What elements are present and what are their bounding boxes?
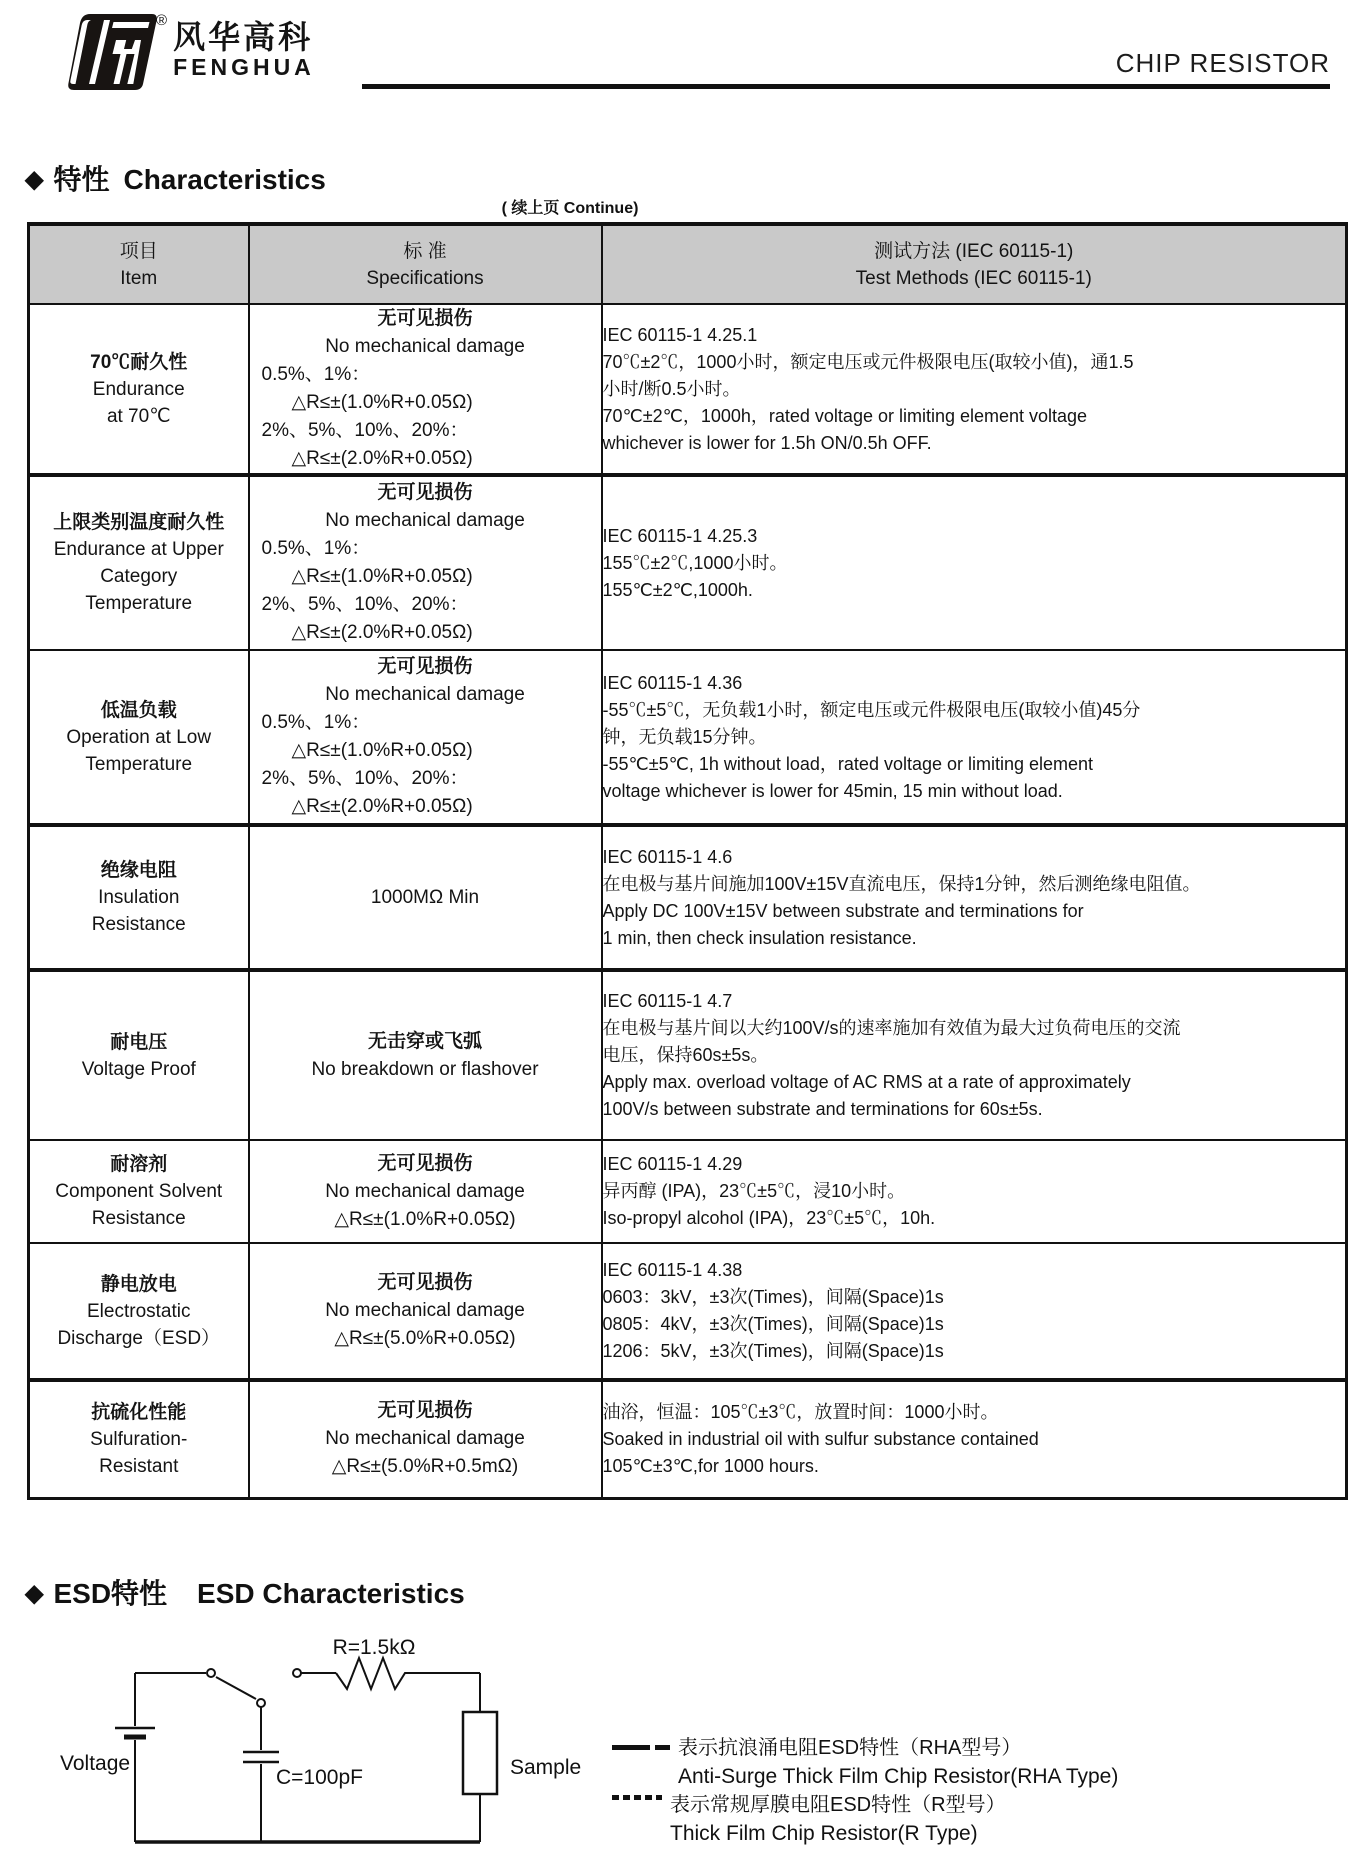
column-header: 标 准 Specifications <box>249 224 602 304</box>
test-method-cell: 油浴，恒温：105℃±3℃，放置时间：1000小时。 Soaked in industrial oil with sulfur substance contained 105℃±3℃,for 1000 hours. <box>602 1380 1347 1498</box>
item-cell: 耐电压 Voltage Proof <box>29 970 249 1140</box>
table-header <box>29 224 1347 304</box>
document-title: CHIP RESISTOR <box>1115 48 1330 78</box>
test-method-cell: IEC 60115-1 4.38 0603：3kV，±3次(Times)，间隔(Space)1s 0805：4kV，±3次(Times)，间隔(Space)1s 1206：5kV，±3次(Times)，间隔(Space)1s <box>602 1243 1347 1380</box>
table-row <box>29 1140 1347 1243</box>
table-row <box>29 475 1347 650</box>
legend-r-en: Thick Film Chip Resistor(R Type) <box>670 1822 978 1845</box>
capacitor-icon <box>243 1707 279 1842</box>
fenghua-logo-icon <box>60 14 164 90</box>
characteristics-table <box>27 222 1348 1500</box>
header-divider <box>362 84 1330 89</box>
test-method-cell: IEC 60115-1 4.7 在电极与基片间以大约100V/s的速率施加有效值为最大过负荷电压的交流 电压，保持60s±5s。 Apply max. overload voltage of AC RMS at a rate of approximately 100V/s between substrate and terminations for 60s±5s. <box>602 970 1347 1140</box>
spec-cell: 无可见损伤 No mechanical damage △R≤±(5.0%R+0.5mΩ) <box>249 1380 602 1498</box>
item-cell: 绝缘电阻 Insulation Resistance <box>29 825 249 970</box>
sample-label: Sample <box>510 1756 582 1779</box>
column-header: 测试方法 (IEC 60115-1) Test Methods (IEC 60115-1) <box>602 224 1347 304</box>
legend-entry-rha <box>612 1734 1362 1791</box>
brand-name-cn: 风华高科 <box>173 19 314 55</box>
resistor-icon <box>301 1658 480 1689</box>
test-method-cell: IEC 60115-1 4.25.1 70℃±2℃，1000小时，额定电压或元件极限电压(取较小值)，通1.5 小时/断0.5小时。 70℃±2℃，1000h，rated voltage or limiting element voltage whichever is lower for 1.5h ON/0.5h OFF. <box>602 304 1347 475</box>
item-cell: 耐溶剂 Component Solvent Resistance <box>29 1140 249 1243</box>
capacitor-value-label: C=100pF <box>276 1766 363 1789</box>
voltage-source-label: Voltage <box>60 1752 131 1775</box>
legend-rha-en: Anti-Surge Thick Film Chip Resistor(RHA Type) <box>678 1765 1119 1788</box>
circuit-schematic-icon <box>60 1626 680 1861</box>
legend-rha-cn: 表示抗浪涌电阻ESD特性（RHA型号） <box>678 1737 1022 1759</box>
characteristics-section-title <box>25 158 326 198</box>
table-body <box>29 304 1347 1498</box>
table-row <box>29 304 1347 475</box>
registered-mark: ® <box>156 12 168 29</box>
esd-test-circuit-diagram <box>60 1626 680 1861</box>
resistor-value-label: R=1.5kΩ <box>332 1636 416 1659</box>
section1-title-en: Characteristics <box>123 164 326 195</box>
test-method-cell: IEC 60115-1 4.25.3 155℃±2℃,1000小时。 155℃±2℃,1000h. <box>602 475 1347 650</box>
switch-icon <box>135 1669 301 1707</box>
fenghua-logo <box>60 14 315 90</box>
spec-cell: 无可见损伤 No mechanical damage △R≤±(1.0%R+0.05Ω) <box>249 1140 602 1243</box>
spec-cell: 1000MΩ Min <box>249 825 602 970</box>
legend-r-cn: 表示常规厚膜电阻ESD特性（R型号） <box>670 1794 1006 1816</box>
diamond-bullet-icon: ◆ <box>25 166 44 193</box>
dashed-line-icon <box>612 1795 662 1800</box>
spec-cell: 无可见损伤 No mechanical damage 0.5%、1%： △R≤±(1.0%R+0.05Ω) 2%、5%、10%、20%： △R≤±(2.0%R+0.05Ω) <box>249 650 602 825</box>
table-row <box>29 1243 1347 1380</box>
item-cell: 70℃耐久性 Endurance at 70℃ <box>29 304 249 475</box>
test-method-cell: IEC 60115-1 4.29 异丙醇 (IPA)，23℃±5℃，浸10小时。 Iso-propyl alcohol (IPA)，23℃±5℃，10h. <box>602 1140 1347 1243</box>
item-cell: 静电放电 Electrostatic Discharge（ESD） <box>29 1243 249 1380</box>
table-row <box>29 970 1347 1140</box>
spec-cell: 无可见损伤 No mechanical damage 0.5%、1%： △R≤±(1.0%R+0.05Ω) 2%、5%、10%、20%： △R≤±(2.0%R+0.05Ω) <box>249 304 602 475</box>
legend-entry-r <box>612 1791 1362 1848</box>
table-row <box>29 1380 1347 1498</box>
solid-line-icon <box>612 1745 670 1750</box>
test-method-cell: IEC 60115-1 4.6 在电极与基片间施加100V±15V直流电压，保持1分钟，然后测绝缘电阻值。 Apply DC 100V±15V between substrate and terminations for 1 min, then check insulation resistance. <box>602 825 1347 970</box>
sample-box <box>463 1673 497 1842</box>
esd-section-title <box>25 1572 465 1612</box>
spec-cell: 无可见损伤 No mechanical damage △R≤±(5.0%R+0.05Ω) <box>249 1243 602 1380</box>
table-row <box>29 825 1347 970</box>
item-cell: 抗硫化性能 Sulfuration- Resistant <box>29 1380 249 1498</box>
logo-text <box>173 20 315 80</box>
continue-note: ( 续上页 Continue) <box>501 200 639 217</box>
item-cell: 上限类别温度耐久性 Endurance at Upper Category Temperature <box>29 475 249 650</box>
esd-legend <box>612 1734 1362 1848</box>
section2-title-en: ESD Characteristics <box>197 1578 465 1609</box>
item-cell: 低温负载 Operation at Low Temperature <box>29 650 249 825</box>
column-header: 项目 Item <box>29 224 249 304</box>
diamond-bullet-icon: ◆ <box>25 1580 44 1607</box>
test-method-cell: IEC 60115-1 4.36 -55℃±5℃，无负载1小时，额定电压或元件极限电压(取较小值)45分 钟，无负载15分钟。 -55℃±5℃, 1h without load，rated voltage or limiting element voltage whichever is lower for 45min, 15 min without load. <box>602 650 1347 825</box>
spec-cell: 无击穿或飞弧 No breakdown or flashover <box>249 970 602 1140</box>
table-row <box>29 650 1347 825</box>
brand-name-en: FENGHUA <box>173 54 315 80</box>
section2-title-cn: ESD特性 <box>53 1578 168 1609</box>
spec-cell: 无可见损伤 No mechanical damage 0.5%、1%： △R≤±(1.0%R+0.05Ω) 2%、5%、10%、20%： △R≤±(2.0%R+0.05Ω) <box>249 475 602 650</box>
section1-title-cn: 特性 <box>53 164 110 195</box>
